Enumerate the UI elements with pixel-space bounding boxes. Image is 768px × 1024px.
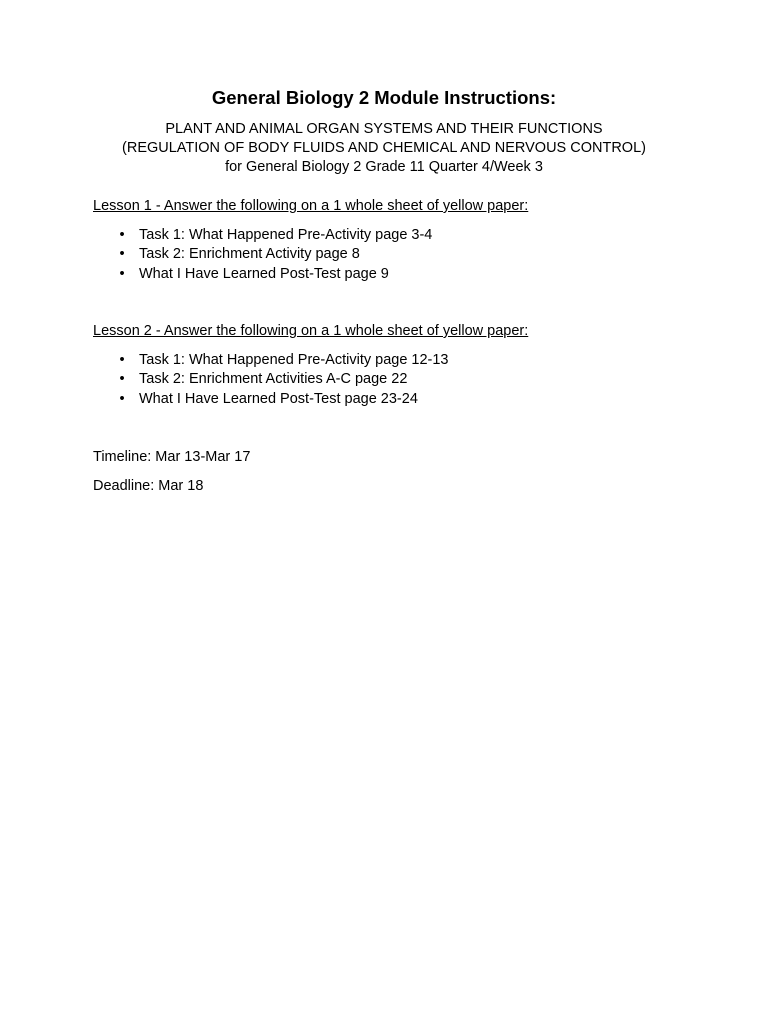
lesson-1-task-2	[93, 245, 432, 264]
task-text: Task 1: What Happened Pre-Activity page 12-13	[139, 352, 449, 368]
deadline-text: Deadline: Mar 18	[93, 478, 204, 494]
bullet-icon: •	[119, 371, 125, 388]
task-text: Task 2: Enrichment Activities A-C page 22	[139, 371, 408, 388]
subtitle-block	[0, 120, 768, 177]
bullet-icon: •	[119, 246, 125, 263]
lesson-2-task-2	[93, 370, 449, 389]
subtitle-line-grade: for General Biology 2 Grade 11 Quarter 4/Week 3	[225, 159, 543, 175]
lesson-1-task-1	[93, 226, 432, 245]
lesson-2-task-1	[93, 351, 449, 370]
lesson-1-task-list	[93, 226, 432, 284]
subtitle-line-topic: PLANT AND ANIMAL ORGAN SYSTEMS AND THEIR FUNCTIONS	[165, 121, 603, 137]
document-title: General Biology 2 Module Instructions:	[211, 87, 557, 108]
lesson-2-task-list	[93, 351, 449, 409]
task-text: What I Have Learned Post-Test page 9	[139, 265, 389, 282]
lesson-1-task-3	[93, 265, 432, 284]
bullet-icon: •	[119, 227, 125, 243]
bullet-icon: •	[119, 352, 125, 368]
bullet-icon: •	[119, 265, 125, 282]
timeline-text: Timeline: Mar 13-Mar 17	[93, 449, 251, 465]
subtitle-line-subtopic: (REGULATION OF BODY FLUIDS AND CHEMICAL AND NERVOUS CONTROL)	[122, 140, 646, 156]
lesson-1-heading: Lesson 1 - Answer the following on a 1 whole sheet of yellow paper:	[93, 198, 529, 214]
task-text: Task 2: Enrichment Activity page 8	[139, 246, 360, 263]
lesson-2-heading: Lesson 2 - Answer the following on a 1 whole sheet of yellow paper:	[93, 323, 529, 339]
lesson-2-task-3	[93, 390, 449, 409]
bullet-icon: •	[119, 390, 125, 407]
task-text: What I Have Learned Post-Test page 23-24	[139, 390, 418, 407]
task-text: Task 1: What Happened Pre-Activity page 3-4	[139, 227, 433, 243]
